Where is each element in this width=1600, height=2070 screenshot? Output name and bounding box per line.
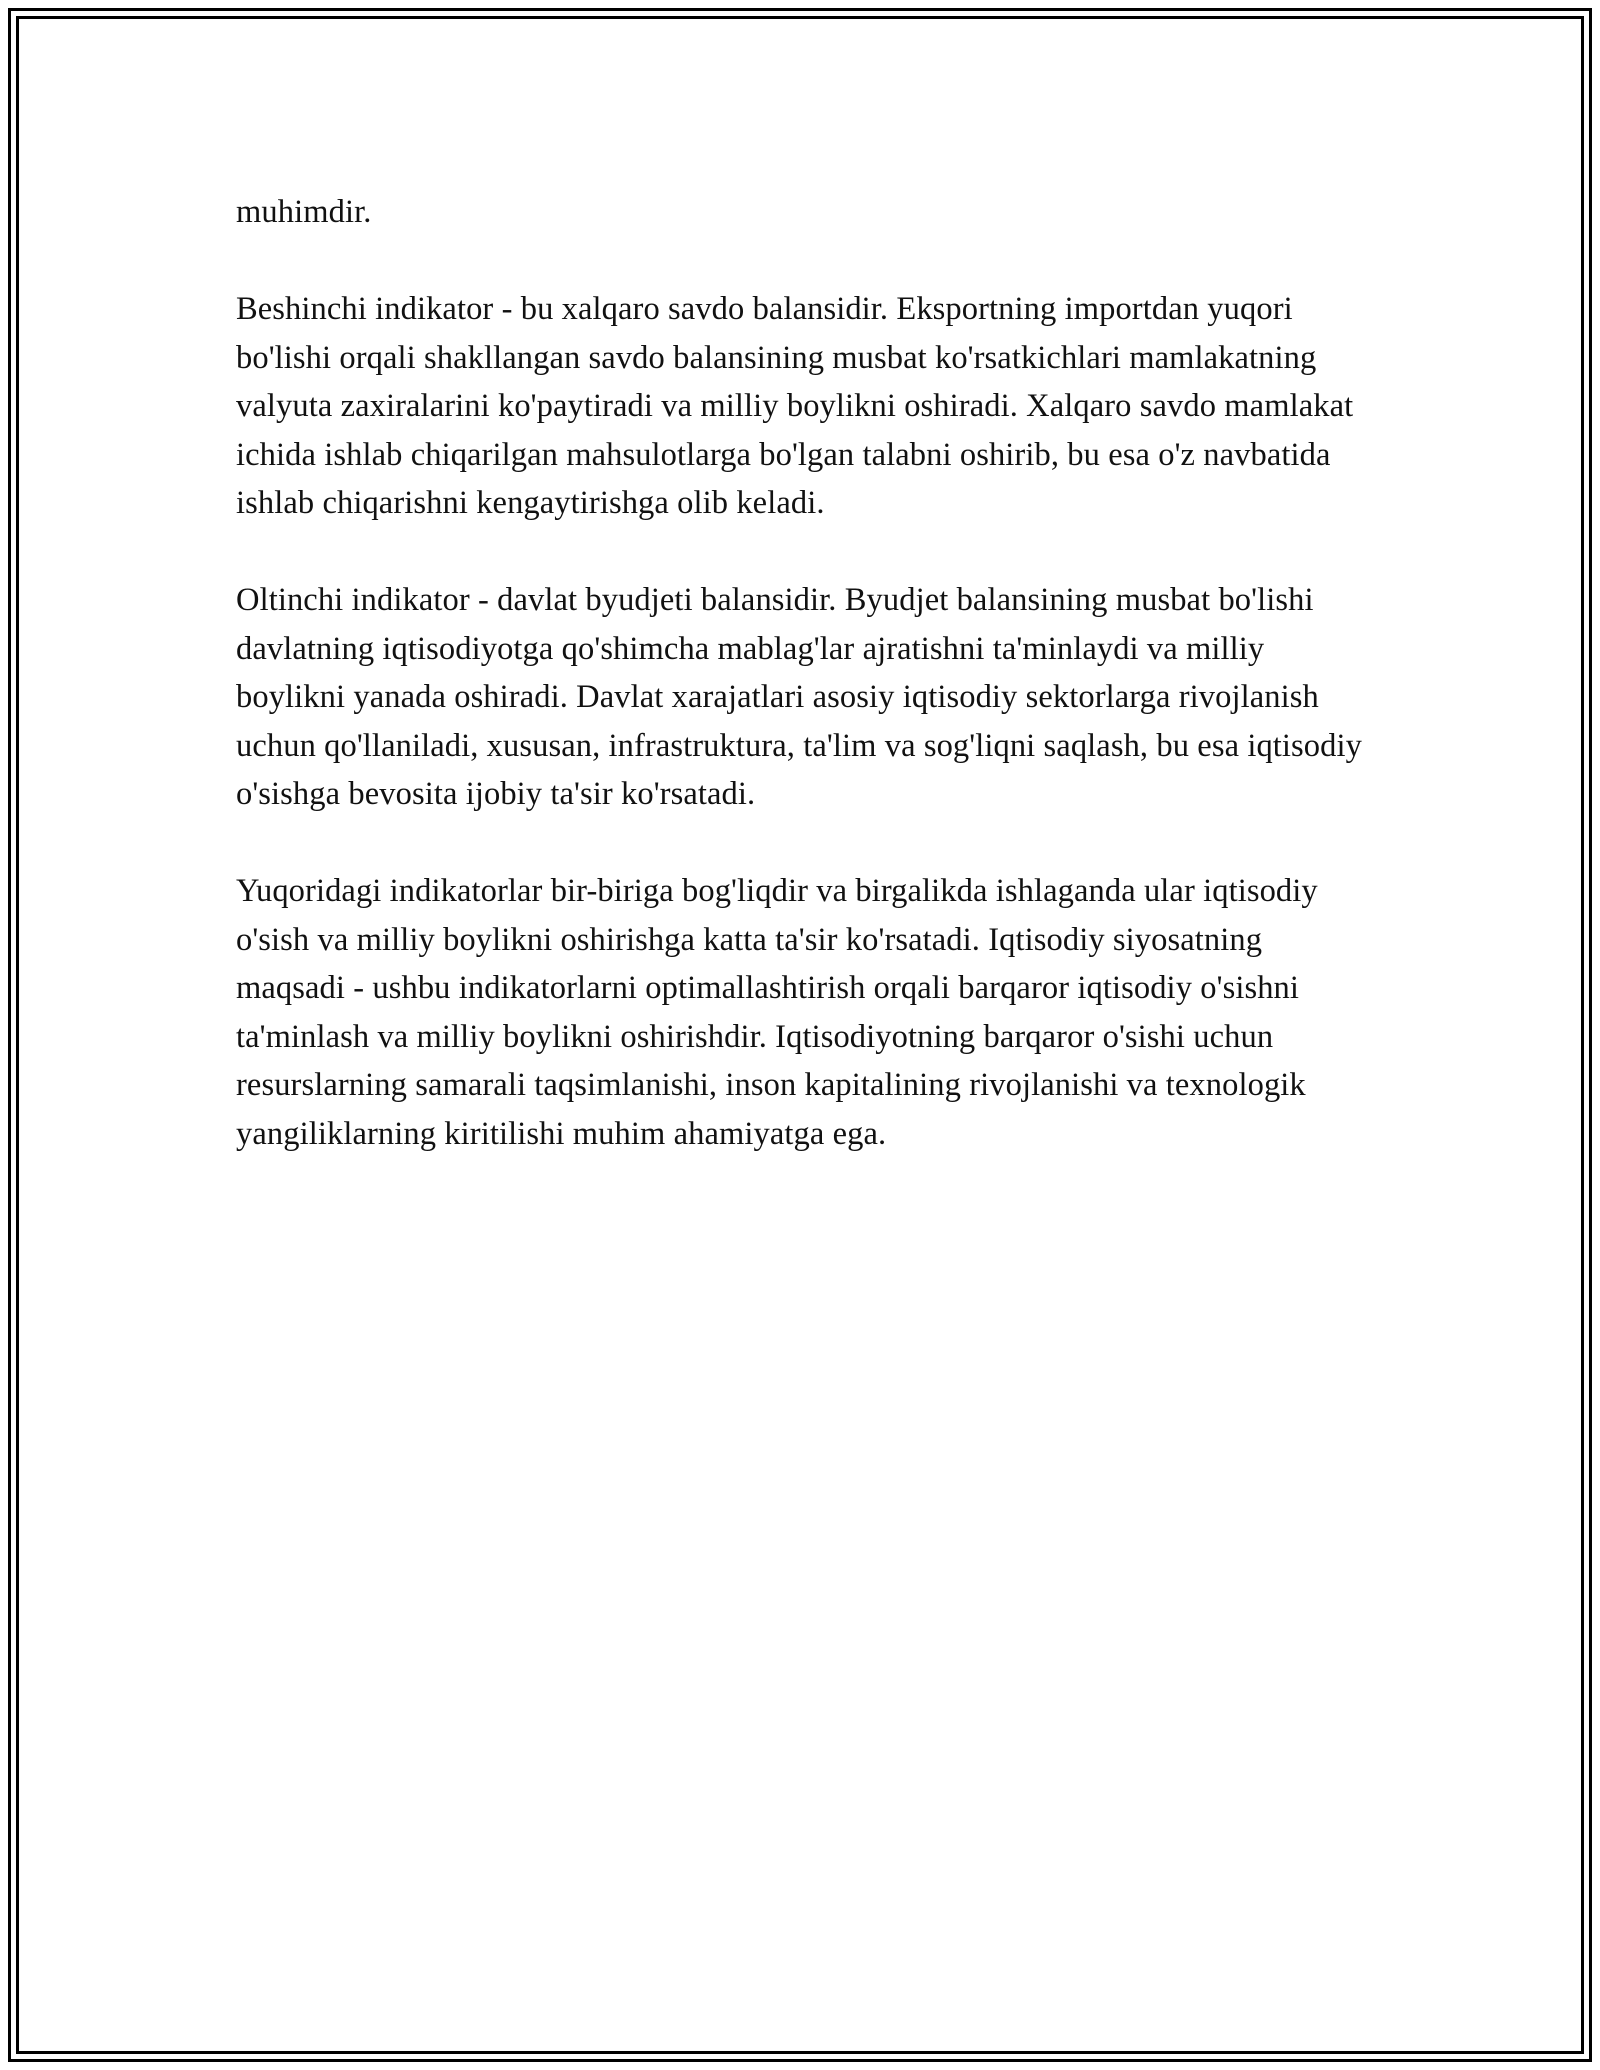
document-body bbox=[236, 188, 1376, 1207]
paragraph-continuation: muhimdir. bbox=[236, 194, 372, 230]
paragraph-conclusion: Yuqoridagi indikatorlar bir-biriga bog'liqdir va birgalikda ishlaganda ular iqtisodiy o'sish va milliy boylikni oshirishga katta ta'sir ko'rsatadi. Iqtisodiy siyosatning maqsadi - ushbu indikatorlarni optimallashtirish orqali barqaror iqtisodiy o'sishni ta'minlash va milliy boylikni oshirishdir. Iqtisodiyotning barqaror o'sishi uchun resurslarning samarali taqsimlanishi, inson kapitalining rivojlanishi va texnologik yangiliklarning kiritilishi muhim ahamiyatga ega. bbox=[236, 873, 1318, 1152]
paragraph-sixth-indicator: Oltinchi indikator - davlat byudjeti balansidir. Byudjet balansining musbat bo'lishi davlatning iqtisodiyotga qo'shimcha mablag'lar ajratishni ta'minlaydi va milliy boylikni yanada oshiradi. Davlat xarajatlari asosiy iqtisodiy sektorlarga rivojlanish uchun qo'llaniladi, xususan, infrastruktura, ta'lim va sog'liqni saqlash, bu esa iqtisodiy o'sishga bevosita ijobiy ta'sir ko'rsatadi. bbox=[236, 582, 1362, 812]
paragraph-fifth-indicator: Beshinchi indikator - bu xalqaro savdo balansidir. Eksportning importdan yuqori bo'lishi orqali shakllangan savdo balansining musbat ko'rsatkichlari mamlakatning valyuta zaxiralarini ko'paytiradi va milliy boylikni oshiradi. Xalqaro savdo mamlakat ichida ishlab chiqarilgan mahsulotlarga bo'lgan talabni oshirib, bu esa o'z navbatida ishlab chiqarishni kengaytirishga olib keladi. bbox=[236, 291, 1354, 521]
